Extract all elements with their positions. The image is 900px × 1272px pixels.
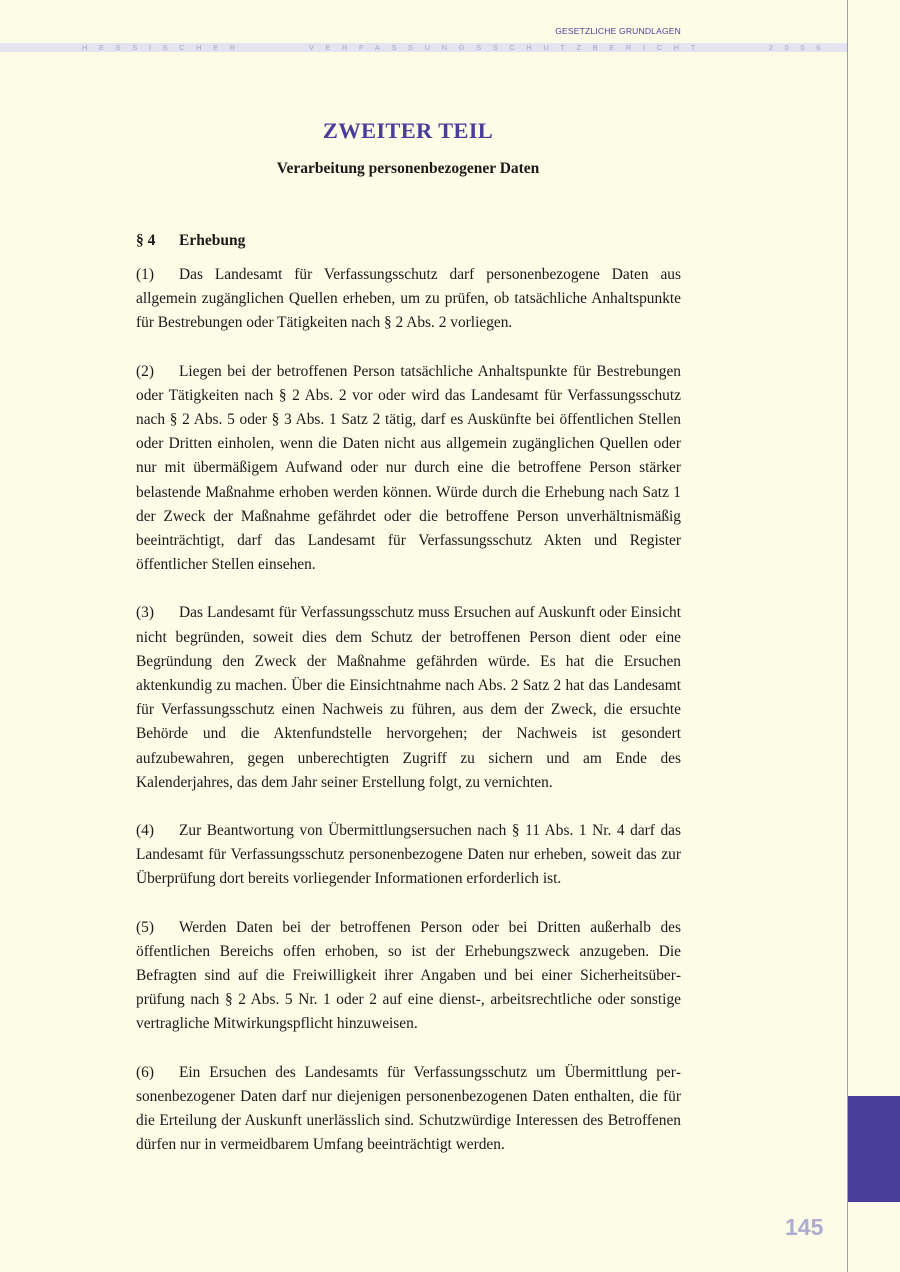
paragraph-4	[136, 819, 681, 892]
running-title-year: 2006	[768, 43, 832, 52]
paragraph-6	[136, 1061, 681, 1158]
paragraph-text: Das Landesamt für Verfassungsschutz muss Ersuchen auf Auskunft oder Einsicht nicht begründen, soweit dies dem Schutz der betroffenen Person dient oder eine Begründung den Zweck der Maßnahme gefährden würde. Es hat die Ersuchen aktenkundig zu machen. Über die Einsichtnahme nach Abs. 2 Satz 2 hat das Landesamt für Verfassungsschutz einen Nachweis zu führen, aus dem der Zweck, die ersuchte Behörde und die Aktenfundstelle hervorgehen; der Nachweis ist gesondert aufzubewahren, gegen unberechtigten Zugriff zu sichern und am Ende des Kalenderjahres, das dem Jahr seiner Erstellung folgt, zu vernichten.	[136, 604, 681, 791]
running-title-word: HESSISCHER	[82, 43, 247, 52]
header-section-label: GESETZLICHE GRUNDLAGEN	[555, 26, 681, 36]
paragraph-text: Zur Beantwortung von Übermittlungsersuchen nach § 11 Abs. 1 Nr. 4 darf das Landesamt für Verfassungsschutz personenbezogene Daten nur erheben, soweit das zur Überprüfung dort bereits vorliegender Informationen erforderlich ist.	[136, 822, 681, 888]
section-number: § 4	[136, 232, 156, 249]
paragraph-text: Liegen bei der betroffenen Person tatsächliche Anhaltspunkte für Bestrebungen oder Tätigkeiten nach § 2 Abs. 2 vor oder wird das Landesamt für Verfassungsschutz nach § 2 Abs. 5 oder § 3 Abs. 1 Satz 2 tätig, darf es Auskünfte bei öffentlichen Stellen oder Dritten einholen, wenn die Daten nicht aus allgemein zugänglichen Quellen oder nur mit übermäßigem Aufwand oder nur durch eine die betroffene Person stärker belastende Maßnahme erhoben werden können. Würde durch die Erhebung nach Satz 1 der Zweck der Maßnahme gefährdet oder die betroffene Person unverhältnismäßig beeinträchtigt, darf das Landesamt für Verfassungsschutz Akten und Register öffentlicher Stellen einsehen.	[136, 362, 681, 574]
paragraph-number: (5)	[136, 918, 154, 936]
running-title	[82, 43, 832, 52]
paragraph-5	[136, 916, 681, 1037]
paragraph-3	[136, 601, 681, 795]
paragraph-text: Ein Ersuchen des Landesamts für Verfassungsschutz um Übermittlung personenbezogener Daten darf nur diejenigen personenbezogenen Daten enthalten, die für die Erteilung der Auskunft unerlässlich sind. Schutzwürdige Interessen des Betroffenen dürfen nur in vermeidbarem Umfang beeinträchtigt werden.	[136, 1063, 681, 1154]
paragraph-2	[136, 360, 681, 578]
paragraph-text: Werden Daten bei der betroffenen Person oder bei Dritten außerhalb des öffentlichen Bereichs offen erhoben, so ist der Erhebungszweck anzugeben. Die Befragten sind auf die Freiwilligkeit ihrer Angaben und bei einer Sicherheitsüberprüfung nach § 2 Abs. 5 Nr. 1 oder 2 auf eine dienst-, arbeitsrechtliche oder sonstige vertragliche Mitwirkungspflicht hinzuweisen.	[136, 918, 681, 1033]
running-title-word: VERFASSUNGSSCHUTZBERICHT	[308, 43, 707, 52]
paragraph-number: (3)	[136, 604, 154, 622]
paragraph-number: (2)	[136, 362, 154, 380]
part-title: ZWEITER TEIL	[322, 118, 494, 143]
paragraph-1	[136, 263, 681, 336]
paragraph-text: Das Landesamt für Verfassungsschutz darf personenbezogene Daten aus allgemein zugänglichen Quellen erheben, um zu prüfen, ob tatsächliche Anhaltspunkte für Bestrebungen oder Tätigkeiten nach § 2 Abs. 2 vorliegen.	[136, 266, 681, 332]
page-number: 145	[785, 1214, 824, 1240]
chapter-thumb-tab	[848, 1096, 900, 1202]
paragraph-number: (6)	[136, 1063, 154, 1081]
paragraph-number: (1)	[136, 266, 154, 283]
part-subtitle: Verarbeitung personenbezogener Daten	[276, 160, 540, 177]
right-margin-rule	[847, 0, 848, 1272]
section-heading	[136, 232, 681, 250]
document-body	[136, 232, 681, 1182]
section-title: Erhebung	[179, 232, 246, 249]
paragraph-number: (4)	[136, 822, 154, 840]
